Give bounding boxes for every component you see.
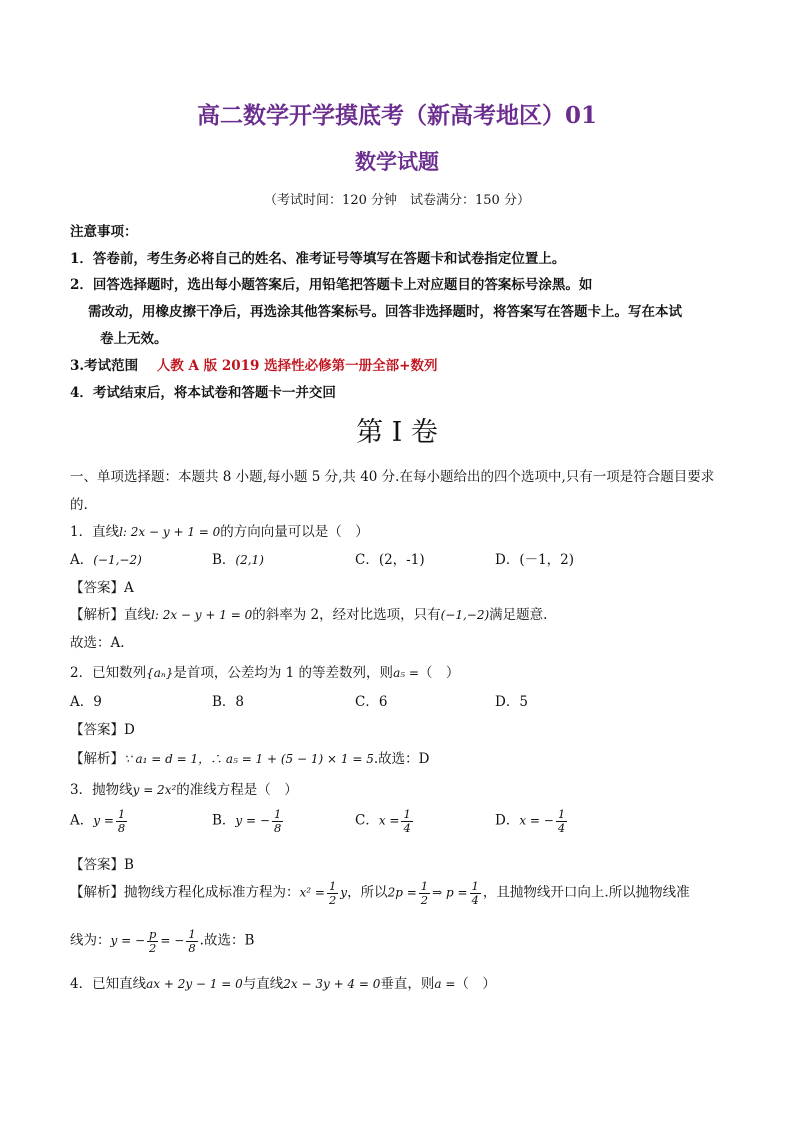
- q3-option-a-lhs: y =: [93, 813, 114, 828]
- q3-analysis-text: 抛物线方程化成标准方程为：: [124, 884, 300, 901]
- volume-heading: 第 I 卷: [356, 417, 438, 448]
- q3-option-d-label: D．: [495, 812, 520, 829]
- question-2-stem: [70, 661, 459, 681]
- numerator: 1: [117, 807, 126, 821]
- q2-answer: 【答案】D: [70, 722, 135, 738]
- q3-answer: 【答案】B: [70, 857, 134, 873]
- note-1: 1．答卷前，考生务必将自己的姓名、准考证号等填写在答题卡和试卷指定位置上。: [70, 251, 566, 267]
- q3-analysis-text-3: ，且抛物线开口向上.所以抛物线准: [482, 884, 690, 901]
- q3-option-d-lhs: x = −: [519, 813, 554, 828]
- q1-conclusion: 故选：A.: [70, 635, 125, 651]
- q2-option-c: C．6: [355, 694, 388, 710]
- q3-option-a-label: A．: [70, 812, 94, 829]
- q3-analysis-fraction-1: [327, 880, 338, 906]
- q3-analysis-math-4: y = −: [110, 933, 146, 948]
- question-1-stem: [70, 520, 369, 540]
- q3-analysis-math-y: y: [340, 885, 348, 900]
- q1-option-b-value: (2,1): [235, 553, 264, 567]
- q3-analysis: [70, 880, 690, 906]
- q3-analysis-text-2: ，所以: [347, 884, 388, 901]
- q4-stem-text-end: （ ）: [455, 976, 496, 992]
- note-2c: 卷上无效。: [100, 331, 168, 347]
- q1-option-a-value: (−1,−2): [93, 553, 142, 567]
- notes-heading: 注意事项：: [70, 224, 138, 240]
- question-3-stem: [70, 778, 298, 798]
- q2-option-b: B．8: [212, 694, 245, 710]
- q1-option-a-label: A．: [70, 552, 94, 568]
- q3-option-b-label: B．: [212, 812, 236, 829]
- q4-stem-text-2: 与直线: [242, 976, 284, 992]
- denominator: 4: [557, 820, 566, 835]
- denominator: 2: [149, 940, 157, 955]
- q1-analysis-text-2: 的斜率为 2，经对比选项，只有: [252, 607, 441, 623]
- q1-analysis-math: l: 2x − y + 1 = 0: [151, 608, 253, 622]
- exam-info: （考试时间：120 分钟 试卷满分：150 分）: [264, 193, 530, 208]
- q1-option-a: [70, 548, 142, 568]
- numerator: 1: [328, 879, 337, 893]
- q2-analysis: [70, 747, 429, 767]
- q4-stem-text-3: 垂直，则: [380, 976, 435, 992]
- q1-stem-text: 1．直线: [70, 524, 120, 540]
- q3-option-c: [355, 808, 415, 834]
- numerator: 1: [403, 807, 411, 821]
- denominator: 2: [420, 892, 429, 907]
- q4-stem-math-3: a =: [434, 977, 456, 991]
- q2-stem-text-end: （ ）: [418, 665, 460, 681]
- q2-stem-math: {aₙ}: [146, 666, 174, 680]
- denominator: 8: [117, 820, 126, 835]
- q3-option-b: [212, 808, 285, 834]
- q1-stem-math: l: 2x − y + 1 = 0: [119, 525, 221, 539]
- q2-analysis-label: 【解析】: [70, 751, 124, 767]
- q3-option-c-lhs: x =: [378, 813, 400, 828]
- q3-analysis-math: x² =: [299, 885, 325, 900]
- q1-option-c: C．(2，-1): [355, 552, 425, 568]
- denominator: 4: [403, 820, 411, 835]
- q4-stem-math-2: 2x − 3y + 4 = 0: [283, 977, 381, 991]
- denominator: 8: [188, 940, 196, 955]
- q4-stem-text: 4．已知直线: [70, 976, 147, 992]
- q1-option-b-label: B．: [212, 552, 236, 568]
- q3-analysis-text-4: 线为：: [70, 932, 111, 949]
- q1-analysis-math-2: (−1,−2): [440, 608, 490, 622]
- q2-stem-math-2: a₅ =: [393, 666, 419, 680]
- q2-option-d: D．5: [495, 694, 528, 710]
- q3-option-b-lhs: y = −: [235, 813, 270, 828]
- numerator: 1: [471, 879, 479, 893]
- section-intro-cont: 的.: [70, 497, 88, 513]
- q1-option-d: D．(－1，2): [495, 552, 575, 568]
- question-4-stem: [70, 972, 496, 992]
- q3-analysis-fraction-4: [147, 928, 158, 954]
- q3-stem-text: 3．抛物线: [70, 782, 133, 798]
- numerator: 1: [557, 807, 566, 821]
- note-3-label: 3.考试范围: [70, 358, 139, 374]
- numerator: p: [149, 927, 157, 941]
- q3-analysis-cont: [70, 928, 254, 954]
- q3-analysis-fraction-2: [419, 880, 430, 906]
- page-title: 高二数学开学摸底考（新高考地区）01: [196, 102, 597, 129]
- q2-analysis-text: .故选：D: [373, 751, 430, 767]
- q3-option-a-fraction: [116, 808, 127, 834]
- q3-option-c-label: C．: [355, 812, 379, 829]
- q3-analysis-math-3: ⇒ p =: [432, 885, 468, 900]
- page-subtitle: 数学试题: [355, 149, 439, 174]
- q3-option-d: [495, 808, 569, 834]
- q1-analysis: [70, 603, 547, 623]
- q3-analysis-label: 【解析】: [70, 884, 124, 901]
- note-3: [70, 354, 437, 374]
- q4-stem-math: ax + 2y − 1 = 0: [146, 977, 243, 991]
- note-2a: 2．回答选择题时，选出每小题答案后，用铅笔把答题卡上对应题目的答案标号涂黑。如: [70, 277, 593, 293]
- q3-option-c-fraction: [401, 808, 412, 834]
- numerator: 1: [420, 879, 429, 893]
- numerator: 1: [273, 807, 282, 821]
- note-3-scope: 人教 A 版 2019 选择性必修第一册全部+数列: [156, 358, 438, 374]
- q3-analysis-text-5: .故选：B: [199, 932, 255, 949]
- q3-analysis-fraction-5: [186, 928, 197, 954]
- q2-stem-text: 2．已知数列: [70, 665, 147, 681]
- note-4: 4．考试结束后，将本试卷和答题卡一并交回: [70, 385, 336, 401]
- numerator: 1: [188, 927, 196, 941]
- q1-stem-text-end: 的方向向量可以是（ ）: [220, 524, 369, 540]
- denominator: 2: [328, 892, 337, 907]
- q3-option-a: [70, 808, 129, 834]
- q2-analysis-math: ∵ a₁ = d = 1，∴ a₅ = 1 + (5 − 1) × 1 = 5: [124, 752, 374, 766]
- q3-stem-text-end: 的准线方程是（ ）: [176, 782, 298, 798]
- q1-analysis-text-3: 满足题意.: [489, 607, 548, 623]
- denominator: 4: [471, 892, 479, 907]
- q3-analysis-fraction-3: [470, 880, 481, 906]
- q1-analysis-text: 直线: [124, 607, 151, 623]
- q2-stem-text-2: 是首项，公差均为 1 的等差数列，则: [173, 665, 394, 681]
- note-2b: 需改动，用橡皮擦干净后，再选涂其他答案标号。回答非选择题时，将答案写在答题卡上。写在本试: [88, 304, 682, 320]
- q3-option-b-fraction: [272, 808, 283, 834]
- q3-option-d-fraction: [556, 808, 567, 834]
- q1-analysis-label: 【解析】: [70, 607, 124, 623]
- section-intro: 一、单项选择题：本题共 8 小题,每小题 5 分,共 40 分.在每小题给出的四个选项中,只有一项是符合题目要求: [70, 469, 715, 485]
- denominator: 8: [273, 820, 282, 835]
- q1-option-b: [212, 548, 264, 568]
- q3-stem-math: y = 2x²: [132, 783, 177, 797]
- q1-answer: 【答案】A: [70, 580, 134, 596]
- q3-analysis-math-2: 2p =: [387, 885, 417, 900]
- q2-option-a: A．9: [70, 694, 102, 710]
- q3-analysis-math-5: = −: [160, 933, 185, 948]
